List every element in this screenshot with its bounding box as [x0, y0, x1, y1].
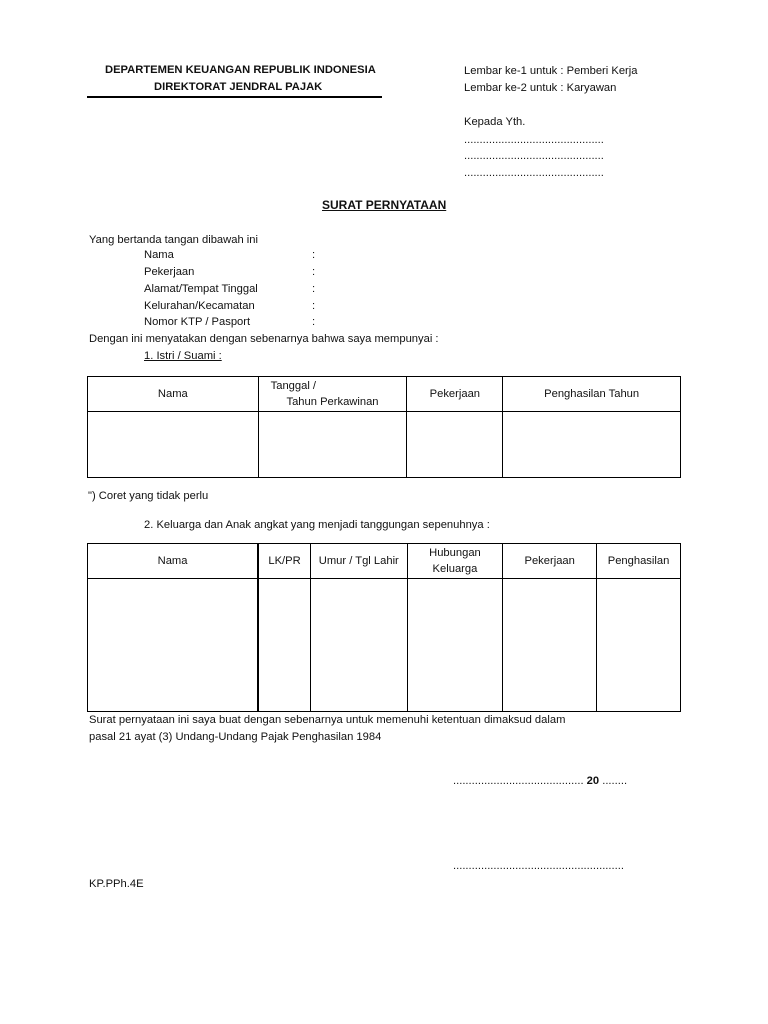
table-row — [88, 579, 681, 712]
copy-line-1: Lembar ke-1 untuk : Pemberi Kerja — [464, 65, 638, 77]
section2-heading: 2. Keluarga dan Anak angkat yang menjadi tanggungan sepenuhnya : — [144, 519, 490, 531]
directorate-heading: DIREKTORAT JENDRAL PAJAK — [154, 81, 323, 93]
date-line — [453, 775, 627, 787]
table-row — [88, 412, 681, 478]
column-header-hubungan — [407, 544, 503, 579]
column-header-penghasilan: Penghasilan Tahun — [503, 377, 681, 412]
column-header-tanggal — [258, 377, 407, 412]
column-header-tanggal-line1: Tanggal / — [270, 380, 317, 392]
table-header-row — [88, 544, 681, 579]
field-label-kelurahan: Kelurahan/Kecamatan — [144, 300, 255, 312]
table-cell[interactable] — [503, 412, 681, 478]
table-cell[interactable] — [597, 579, 681, 712]
date-place-dots: .......................................... — [453, 775, 584, 787]
column-header-pekerjaan: Pekerjaan — [503, 544, 597, 579]
column-header-tanggal-line2: Tahun Perkawinan — [286, 396, 379, 408]
column-header-hubungan-line1: Hubungan — [429, 547, 481, 559]
field-label-nama: Nama — [144, 249, 174, 261]
header-underline — [87, 96, 382, 98]
table-cell[interactable] — [407, 579, 503, 712]
footnote-text: ") Coret yang tidak perlu — [88, 490, 209, 502]
closing-line-2: pasal 21 ayat (3) Undang-Undang Pajak Penghasilan 1984 — [89, 731, 382, 743]
column-header-nama: Nama — [88, 544, 259, 579]
copy-line-2: Lembar ke-2 untuk : Karyawan — [464, 82, 617, 94]
recipient-dots-3: ............................................. — [464, 167, 604, 179]
recipient-dots-2: ............................................. — [464, 150, 604, 162]
form-code: KP.PPh.4E — [89, 878, 144, 890]
dependents-table — [87, 543, 681, 712]
column-header-penghasilan: Penghasilan — [597, 544, 681, 579]
recipient-dots-1: ............................................. — [464, 134, 604, 146]
department-heading: DEPARTEMEN KEUANGAN REPUBLIK INDONESIA — [105, 64, 376, 76]
signature-line: ....................................................... — [453, 860, 624, 872]
column-header-lkpr: LK/PR — [258, 544, 310, 579]
field-colon: : — [312, 266, 316, 278]
section1-heading: 1. Istri / Suami : — [144, 350, 222, 362]
field-colon: : — [312, 316, 316, 328]
intro-text: Yang bertanda tangan dibawah ini — [89, 234, 258, 246]
date-year-dots: ........ — [602, 775, 628, 787]
document-title: SURAT PERNYATAAN — [322, 198, 447, 212]
field-label-ktp: Nomor KTP / Pasport — [144, 316, 251, 328]
field-label-pekerjaan: Pekerjaan — [144, 266, 195, 278]
table-cell[interactable] — [407, 412, 503, 478]
table-cell[interactable] — [311, 579, 408, 712]
date-year-prefix: 20 — [586, 775, 600, 787]
table-header-row — [88, 377, 681, 412]
table-cell[interactable] — [258, 579, 310, 712]
field-colon: : — [312, 283, 316, 295]
table-cell[interactable] — [88, 579, 259, 712]
column-header-umur: Umur / Tgl Lahir — [311, 544, 408, 579]
column-header-pekerjaan: Pekerjaan — [407, 377, 503, 412]
column-header-hubungan-line2: Keluarga — [432, 563, 478, 575]
table-cell[interactable] — [258, 412, 407, 478]
spouse-table — [87, 376, 681, 478]
recipient-label: Kepada Yth. — [464, 116, 526, 128]
field-colon: : — [312, 300, 316, 312]
column-header-nama: Nama — [88, 377, 259, 412]
table-cell[interactable] — [88, 412, 259, 478]
table-cell[interactable] — [503, 579, 597, 712]
closing-line-1: Surat pernyataan ini saya buat dengan sebenarnya untuk memenuhi ketentuan dimaksud dalam — [89, 714, 566, 726]
field-colon: : — [312, 249, 316, 261]
field-label-alamat: Alamat/Tempat Tinggal — [144, 283, 258, 295]
statement-text: Dengan ini menyatakan dengan sebenarnya bahwa saya mempunyai : — [89, 333, 439, 345]
